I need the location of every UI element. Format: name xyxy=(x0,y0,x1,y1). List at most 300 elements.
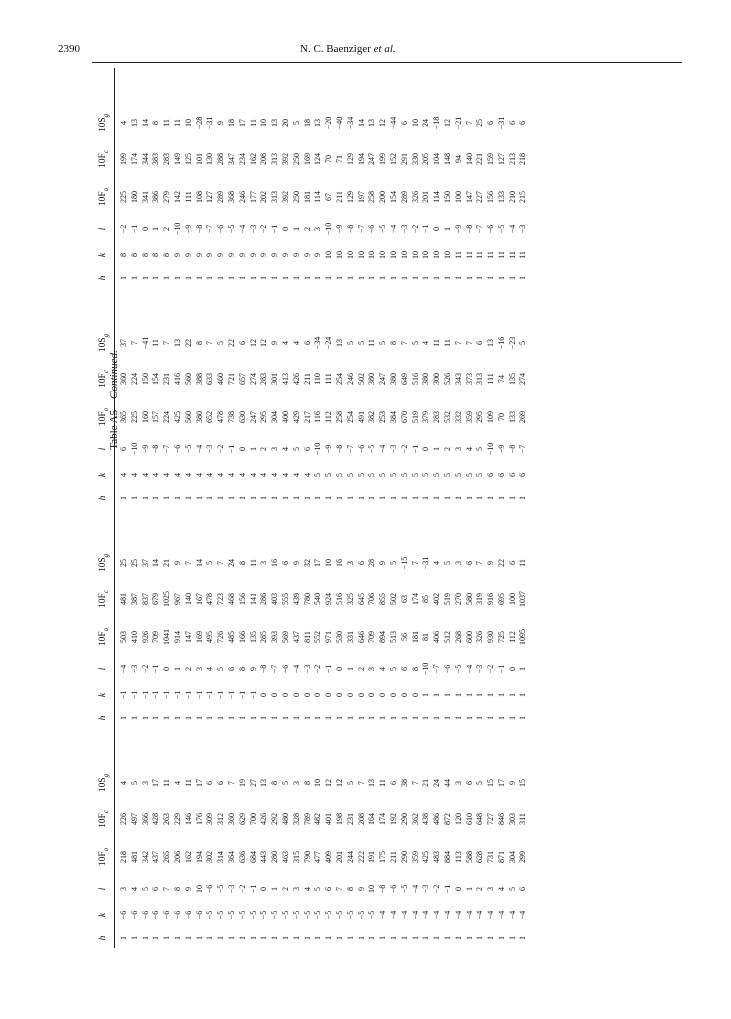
cell-10fo: 154 xyxy=(388,191,398,203)
cell-l: 0 xyxy=(453,887,463,891)
table-header-row xyxy=(92,728,115,948)
cell-l: 1 xyxy=(172,667,182,671)
cell-10fc: 205 xyxy=(421,153,431,165)
cell-h: 1 xyxy=(129,496,139,500)
cell-h: 1 xyxy=(248,716,258,720)
cell-10sg: 18 xyxy=(302,119,312,127)
cell-10sg: 7 xyxy=(226,781,236,785)
cell-10fo: 142 xyxy=(172,191,182,203)
cell-l: 2 xyxy=(259,447,269,451)
cell-l: 0 xyxy=(507,667,517,671)
table-header-row xyxy=(92,288,115,508)
cell-10fc: 645 xyxy=(356,593,366,605)
cell-10sg: 22 xyxy=(496,559,506,567)
table-row xyxy=(324,68,335,288)
cell-10fc: 401 xyxy=(324,813,334,825)
cell-10sg: 5 xyxy=(475,781,485,785)
cell-h: 1 xyxy=(194,716,204,720)
cell-10fo: 400 xyxy=(280,411,290,423)
cell-10sg: 7 xyxy=(475,561,485,565)
cell-k: −1 xyxy=(172,690,182,700)
cell-k: 1 xyxy=(442,693,452,697)
header-10fo: $10F_o$ xyxy=(98,187,110,207)
cell-10fc: 392 xyxy=(280,153,290,165)
cell-10fc: 916 xyxy=(486,593,496,605)
table-row xyxy=(454,288,465,508)
cell-l: 3 xyxy=(367,667,377,671)
cell-h: 1 xyxy=(356,936,366,940)
cell-l: −9 xyxy=(140,444,150,454)
cell-10fo: 342 xyxy=(140,851,150,863)
cell-10fo: 481 xyxy=(129,851,139,863)
cell-10sg: 7 xyxy=(464,341,474,345)
table-row xyxy=(141,508,152,728)
table-row xyxy=(518,288,529,508)
cell-l: −6 xyxy=(486,224,496,234)
cell-h: 1 xyxy=(378,716,388,720)
cell-10fc: 111 xyxy=(486,373,496,385)
cell-h: 1 xyxy=(334,496,344,500)
cell-k: 4 xyxy=(172,473,182,477)
cell-10sg: 11 xyxy=(248,559,258,567)
cell-10fc: 70 xyxy=(324,155,334,163)
cell-10fo: 206 xyxy=(172,851,182,863)
cell-k: 5 xyxy=(410,473,420,477)
cell-10fc: 231 xyxy=(345,813,355,825)
table-row xyxy=(195,508,206,728)
cell-h: 1 xyxy=(507,716,517,720)
header-k: k xyxy=(98,252,108,258)
cell-10sg: 17 xyxy=(194,779,204,787)
table-row xyxy=(249,68,260,288)
cell-10sg: 8 xyxy=(302,781,312,785)
cell-l: −5 xyxy=(453,664,463,674)
table-row xyxy=(141,68,152,288)
cell-k: −5 xyxy=(345,910,355,920)
cell-10sg: 7 xyxy=(183,561,193,565)
cell-10fo: 425 xyxy=(172,411,182,423)
cell-k: −4 xyxy=(421,910,431,920)
cell-l: −7 xyxy=(356,224,366,234)
cell-10fo: 314 xyxy=(216,851,226,863)
cell-h: 1 xyxy=(183,936,193,940)
caption-label: Table A5— xyxy=(108,398,120,450)
table-row xyxy=(216,508,227,728)
cell-h: 1 xyxy=(388,496,398,500)
cell-l: −3 xyxy=(399,224,409,234)
cell-10fo: 630 xyxy=(237,411,247,423)
cell-10sg: 5 xyxy=(205,561,215,565)
cell-10fo: 379 xyxy=(421,411,431,423)
cell-10fo: 790 xyxy=(302,851,312,863)
cell-l: 5 xyxy=(216,667,226,671)
cell-10sg: 25 xyxy=(129,559,139,567)
cell-10fo: 738 xyxy=(226,411,236,423)
cell-10fc: 460 xyxy=(216,373,226,385)
table-row xyxy=(475,288,486,508)
cell-l: −4 xyxy=(291,664,301,674)
cell-h: 1 xyxy=(378,276,388,280)
cell-10fo: 302 xyxy=(205,851,215,863)
cell-10fc: 135 xyxy=(507,373,517,385)
cell-10sg: 13 xyxy=(172,339,182,347)
table-row xyxy=(281,508,292,728)
cell-k: 9 xyxy=(302,253,312,257)
cell-l: −10 xyxy=(172,222,182,236)
cell-l: 6 xyxy=(324,887,334,891)
cell-10fc: 146 xyxy=(183,813,193,825)
cell-k: −4 xyxy=(378,910,388,920)
cell-k: 8 xyxy=(140,253,150,257)
cell-k: −5 xyxy=(248,910,258,920)
cell-h: 1 xyxy=(410,496,420,500)
cell-10sg: 11 xyxy=(183,779,193,787)
header-10fc-subscript: c xyxy=(101,590,110,594)
cell-l: 9 xyxy=(183,887,193,891)
table-row xyxy=(313,728,324,948)
cell-l: −1 xyxy=(324,664,334,674)
cell-10fo: 177 xyxy=(248,191,258,203)
cell-h: 1 xyxy=(172,936,182,940)
cell-10fo: 364 xyxy=(226,851,236,863)
cell-10sg: 7 xyxy=(464,121,474,125)
header-rule xyxy=(92,62,682,63)
cell-10fo: 129 xyxy=(345,191,355,203)
cell-h: 1 xyxy=(464,936,474,940)
cell-10fc: 727 xyxy=(486,813,496,825)
cell-10fc: 478 xyxy=(205,593,215,605)
cell-l: 10 xyxy=(194,885,204,893)
cell-10fo: 175 xyxy=(378,851,388,863)
cell-10sg: 21 xyxy=(421,779,431,787)
header-10fc: $10F_c$ xyxy=(98,150,110,168)
table-row xyxy=(281,728,292,948)
cell-h: 1 xyxy=(496,936,506,940)
cell-10fc: 723 xyxy=(216,593,226,605)
cell-10fc: 176 xyxy=(194,813,204,825)
cell-l: 0 xyxy=(421,447,431,451)
cell-h: 1 xyxy=(356,716,366,720)
cell-l: −1 xyxy=(496,664,506,674)
cell-h: 1 xyxy=(162,276,172,280)
table-row xyxy=(205,508,216,728)
cell-10fo: 253 xyxy=(378,411,388,423)
cell-l: 3 xyxy=(313,227,323,231)
cell-10fc: 127 xyxy=(496,153,506,165)
cell-10sg: −16 xyxy=(496,336,506,350)
table-row xyxy=(411,508,422,728)
cell-10fc: 373 xyxy=(464,373,474,385)
cell-h: 1 xyxy=(172,496,182,500)
cell-k: −4 xyxy=(475,910,485,920)
cell-10fo: 894 xyxy=(378,631,388,643)
cell-h: 1 xyxy=(151,936,161,940)
cell-10sg: 8 xyxy=(388,341,398,345)
cell-l: −3 xyxy=(205,444,215,454)
cell-k: −4 xyxy=(464,910,474,920)
cell-h: 1 xyxy=(302,716,312,720)
cell-l: 0 xyxy=(140,227,150,231)
cell-l: −4 xyxy=(464,664,474,674)
cell-10fo: 147 xyxy=(183,631,193,643)
cell-k: 6 xyxy=(518,473,528,477)
cell-10fc: 413 xyxy=(280,373,290,385)
cell-10fo: 560 xyxy=(183,411,193,423)
cell-l: −4 xyxy=(378,444,388,454)
cell-h: 1 xyxy=(237,936,247,940)
cell-10fo: 224 xyxy=(162,411,172,423)
cell-10sg: 11 xyxy=(518,559,528,567)
table-row xyxy=(292,508,303,728)
cell-10sg: 17 xyxy=(237,119,247,127)
cell-k: 1 xyxy=(421,693,431,697)
header-10fc-subscript: c xyxy=(101,810,110,814)
cell-l: −2 xyxy=(216,444,226,454)
cell-h: 1 xyxy=(291,716,301,720)
cell-10sg: 12 xyxy=(248,339,258,347)
cell-10fc: 154 xyxy=(151,373,161,385)
cell-10fo: 359 xyxy=(410,851,420,863)
cell-10fo: 166 xyxy=(237,631,247,643)
cell-h: 1 xyxy=(183,716,193,720)
cell-k: 9 xyxy=(270,253,280,257)
table-row xyxy=(508,508,519,728)
cell-k: −4 xyxy=(507,910,517,920)
cell-10fo: 295 xyxy=(475,411,485,423)
table-row xyxy=(378,728,389,948)
header-10sg-subscript: g xyxy=(101,773,110,778)
cell-10fc: 468 xyxy=(226,593,236,605)
cell-10fo: 726 xyxy=(216,631,226,643)
cell-10fc: 221 xyxy=(475,153,485,165)
cell-10sg: 37 xyxy=(140,559,150,567)
cell-l: 6 xyxy=(399,667,409,671)
cell-10fo: 384 xyxy=(388,411,398,423)
cell-10sg: 5 xyxy=(442,561,452,565)
cell-10sg: 13 xyxy=(129,119,139,127)
table-row xyxy=(421,68,432,288)
cell-l: 10 xyxy=(367,885,377,893)
cell-h: 1 xyxy=(151,496,161,500)
cell-10fc: 130 xyxy=(205,153,215,165)
header-k: k xyxy=(98,472,108,478)
cell-l: 4 xyxy=(496,887,506,891)
cell-10fc: 837 xyxy=(140,593,150,605)
cell-l: −6 xyxy=(280,664,290,674)
header-l: l xyxy=(98,667,108,671)
table-band xyxy=(92,68,682,948)
cell-10fc: 250 xyxy=(291,153,301,165)
cell-h: 1 xyxy=(291,496,301,500)
cell-10fo: 290 xyxy=(399,851,409,863)
cell-k: 0 xyxy=(399,693,409,697)
cell-10fc: 330 xyxy=(410,153,420,165)
cell-l: −3 xyxy=(302,664,312,674)
cell-k: 1 xyxy=(464,693,474,697)
cell-l: 1 xyxy=(270,887,280,891)
cell-k: 1 xyxy=(486,693,496,697)
cell-10fo: 70 xyxy=(496,413,506,421)
table-row xyxy=(346,288,357,508)
cell-10fo: 200 xyxy=(378,191,388,203)
cell-h: 1 xyxy=(140,716,150,720)
cell-h: 1 xyxy=(324,276,334,280)
cell-10fc: 482 xyxy=(313,813,323,825)
cell-h: 1 xyxy=(270,276,280,280)
cell-10fo: 477 xyxy=(313,851,323,863)
cell-h: 1 xyxy=(453,276,463,280)
cell-10sg: 21 xyxy=(162,559,172,567)
header-10fc-subscript: c xyxy=(101,150,110,154)
cell-h: 1 xyxy=(486,936,496,940)
cell-l: 1 xyxy=(291,227,301,231)
cell-k: 1 xyxy=(453,693,463,697)
cell-l: 5 xyxy=(388,667,398,671)
table-row xyxy=(259,508,270,728)
cell-l: 9 xyxy=(356,887,366,891)
table-row xyxy=(184,288,195,508)
table-row xyxy=(378,68,389,288)
cell-l: −10 xyxy=(313,442,323,456)
cell-h: 1 xyxy=(442,276,452,280)
page-number: 2390 xyxy=(58,43,80,55)
cell-l: −3 xyxy=(129,664,139,674)
cell-10sg: 5 xyxy=(518,341,528,345)
cell-h: 1 xyxy=(270,716,280,720)
cell-l: −6 xyxy=(388,884,398,894)
header-10fo-subscript: o xyxy=(101,847,110,852)
cell-10fo: 113 xyxy=(453,851,463,863)
cell-10fo: 709 xyxy=(367,631,377,643)
cell-k: 8 xyxy=(129,253,139,257)
cell-l: −5 xyxy=(183,444,193,454)
cell-10sg: 19 xyxy=(237,779,247,787)
table-row xyxy=(259,728,270,948)
cell-10fc: 270 xyxy=(453,593,463,605)
cell-10fc: 169 xyxy=(302,153,312,165)
cell-k: 5 xyxy=(334,473,344,477)
cell-10fc: 846 xyxy=(496,813,506,825)
table-row xyxy=(518,728,529,948)
cell-10sg: 6 xyxy=(388,781,398,785)
cell-k: 0 xyxy=(367,693,377,697)
cell-k: 0 xyxy=(388,693,398,697)
cell-k: 4 xyxy=(151,473,161,477)
cell-10fo: 265 xyxy=(162,851,172,863)
table-row xyxy=(151,68,162,288)
table-row xyxy=(119,728,130,948)
cell-k: 5 xyxy=(453,473,463,477)
cell-10sg: 8 xyxy=(270,781,280,785)
table-row xyxy=(400,68,411,288)
cell-10fo: 194 xyxy=(194,851,204,863)
cell-10fc: 124 xyxy=(313,153,323,165)
cell-l: 3 xyxy=(194,667,204,671)
cell-h: 1 xyxy=(410,936,420,940)
cell-k: −1 xyxy=(151,690,161,700)
cell-k: 0 xyxy=(291,693,301,697)
cell-10fc: 560 xyxy=(183,373,193,385)
cell-10sg: 14 xyxy=(140,119,150,127)
cell-l: 0 xyxy=(162,667,172,671)
cell-k: 9 xyxy=(172,253,182,257)
cell-10sg: 5 xyxy=(280,781,290,785)
table-row xyxy=(259,68,270,288)
cell-k: 8 xyxy=(151,253,161,257)
cell-10sg: 6 xyxy=(475,341,485,345)
cell-k: −5 xyxy=(313,910,323,920)
header-10sg: $10S_g$ xyxy=(98,113,110,133)
cell-10fc: 140 xyxy=(183,593,193,605)
cell-10fc: 101 xyxy=(194,153,204,165)
table-row xyxy=(443,288,454,508)
cell-k: 10 xyxy=(345,251,355,259)
table-row xyxy=(389,728,400,948)
cell-k: 4 xyxy=(302,473,312,477)
cell-l: −5 xyxy=(399,884,409,894)
cell-h: 1 xyxy=(302,276,312,280)
cell-10sg: 12 xyxy=(259,339,269,347)
cell-10fc: 224 xyxy=(129,373,139,385)
cell-10sg: 14 xyxy=(194,559,204,567)
cell-k: −1 xyxy=(162,690,172,700)
table-row xyxy=(367,728,378,948)
cell-10sg: −31 xyxy=(421,556,431,570)
cell-h: 1 xyxy=(216,496,226,500)
cell-l: −4 xyxy=(507,224,517,234)
cell-10fc: 312 xyxy=(216,813,226,825)
cell-h: 1 xyxy=(324,496,334,500)
cell-k: 5 xyxy=(356,473,366,477)
table-row xyxy=(335,508,346,728)
cell-l: −8 xyxy=(507,444,517,454)
table-row xyxy=(400,508,411,728)
header-h: h xyxy=(98,495,108,501)
cell-10fo: 181 xyxy=(302,191,312,203)
cell-k: 4 xyxy=(140,473,150,477)
cell-10fo: 295 xyxy=(259,411,269,423)
cell-h: 1 xyxy=(388,936,398,940)
cell-k: 4 xyxy=(119,473,128,477)
table-row xyxy=(421,728,432,948)
cell-h: 1 xyxy=(280,716,290,720)
cell-l: −9 xyxy=(453,224,463,234)
cell-10sg: 6 xyxy=(216,781,226,785)
cell-l: 4 xyxy=(464,447,474,451)
cell-k: 11 xyxy=(486,251,496,259)
table-row xyxy=(443,68,454,288)
cell-10fo: 254 xyxy=(345,411,355,423)
cell-h: 1 xyxy=(216,716,226,720)
cell-10fc: 301 xyxy=(270,373,280,385)
cell-10sg: 6 xyxy=(356,561,366,565)
cell-k: −5 xyxy=(334,910,344,920)
table-row xyxy=(195,728,206,948)
cell-10fo: 150 xyxy=(442,191,452,203)
cell-10sg: 6 xyxy=(302,341,312,345)
table-row xyxy=(151,288,162,508)
cell-k: 10 xyxy=(324,251,334,259)
cell-10fo: 250 xyxy=(291,191,301,203)
cell-k: −6 xyxy=(172,910,182,920)
cell-k: 4 xyxy=(216,473,226,477)
cell-l: −1 xyxy=(151,664,161,674)
table-row xyxy=(313,68,324,288)
cell-l: 5 xyxy=(140,887,150,891)
cell-10fo: 201 xyxy=(334,851,344,863)
cell-k: −4 xyxy=(453,910,463,920)
cell-10fo: 116 xyxy=(313,411,323,423)
